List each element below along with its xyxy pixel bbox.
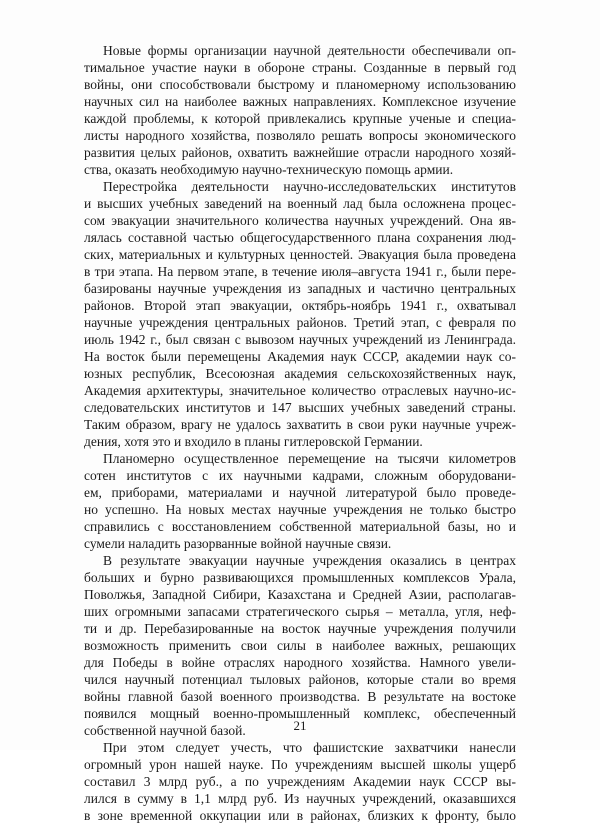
text-line: Академия архитектуры, значительное количество отраслевых научно-ис- (84, 383, 516, 398)
text-line: юзных республик, Всесоюзная академия сельскохозяйственных наук, (84, 366, 516, 381)
text-line: сумели наладить разорванные войной научные связи. (84, 536, 392, 551)
text-line: справились с восстановлением собственной материальной базы, но и (84, 519, 516, 534)
text-line: Таким образом, врагу не удалось захватить в свои руки научные учреж- (84, 417, 516, 432)
text-line: Новые формы организации научной деятельности обеспечивали оп- (103, 43, 516, 58)
text-line: тимальное участие науки в обороне страны. Созданные в первый год (84, 60, 516, 75)
text-line: каждой проблемы, к которой привлекались крупные ученые и специа- (84, 111, 516, 126)
text-line: войны главной базой военного производства. В результате на востоке (84, 689, 516, 704)
text-line: больших и бурно развивающихся промышленных комплексов Урала, (84, 570, 516, 585)
text-line: дения, хотя это и входило в планы гитлеровской Германии. (84, 434, 423, 449)
text-line: ти и др. Перебазированные на восток научные учреждения получили (84, 621, 516, 636)
text-line: следовательских институтов и 147 высших учебных заведений страны. (84, 400, 516, 415)
text-line: научных сил на наиболее важных направлениях. Комплексное изучение (84, 94, 516, 109)
text-line: чился научный потенциал тыловых районов, которые стали во время (84, 672, 516, 687)
text-line: развития целых районов, охватить важнейшие отрасли народного хозяй- (84, 145, 516, 160)
text-line: сом эвакуации значительного количества научных учреждений. Она яв- (84, 213, 516, 228)
text-line: ших огромными запасами стратегического сырья – металла, угля, неф- (84, 604, 516, 619)
text-line: ем, приборами, материалами и научной литературой было проведе- (84, 485, 516, 500)
text-line: Поволжья, Западной Сибири, Казахстана и Средней Азии, располагав- (84, 587, 516, 602)
text-line: и высших учебных заведений на военный лад была осложнена процес- (84, 196, 516, 211)
text-line: появился мощный военно-промышленный комплекс, обеспеченный (84, 706, 516, 721)
text-line: сотен институтов с их научными кадрами, сложным оборудовани- (84, 468, 516, 483)
text-line: Планомерно осуществленное перемещение на тысячи километров (103, 451, 516, 466)
text-line: При этом следует учесть, что фашистские захватчики нанесли (103, 740, 516, 755)
text-line: в зоне временной оккупации или в районах, близких к фронту, было (84, 808, 516, 823)
text-line: в три этапа. На первом этапе, в течение июля–августа 1941 г., были пере- (84, 264, 516, 279)
text-line: научные учреждения центральных районов. Третий этап, с февраля по (84, 315, 516, 330)
text-line: На восток были перемещены Академия наук СССР, академии наук со- (84, 349, 516, 364)
text-line: лился в сумму в 1,1 млрд руб. Из научных учреждений, оказавшихся (84, 791, 516, 806)
text-line: лялась составной частью общегосударственного плана сохранения люд- (84, 230, 516, 245)
page-number: 21 (293, 718, 307, 733)
text-line: собственной научной базой. (84, 723, 246, 738)
text-line: для Победы в войне отраслях народного хозяйства. Намного увели- (84, 655, 516, 670)
text-line: листы народного хозяйства, позволяло решать вопросы экономического (84, 128, 516, 143)
text-line: базированы научные учреждения из западных и частично центральных (84, 281, 516, 296)
text-line: но успешно. На новых местах научные учреждения не только быстро (84, 502, 516, 517)
body-text (84, 42, 516, 824)
text-line: огромный урон нашей науке. По учреждениям высшей школы ущерб (84, 757, 516, 772)
text-line: ства, оказать необходимую научно-техническую помощь армии. (84, 162, 454, 177)
text-line: июль 1942 г., был связан с вывозом научных учреждений из Ленинграда. (84, 332, 516, 347)
text-line: В результате эвакуации научные учреждения оказались в центрах (103, 553, 516, 568)
text-line: ских, материальных и культурных ценностей. Эвакуация была проведена (84, 247, 516, 262)
text-line: районов. Второй этап эвакуации, октябрь-ноябрь 1941 г., охватывал (84, 298, 516, 313)
text-line: составил 3 млрд руб., а по учреждениям Академии наук СССР вы- (84, 774, 516, 789)
text-line: войны, они способствовали быстрому и планомерному использованию (84, 77, 516, 92)
text-line: Перестройка деятельности научно-исследовательских институтов (103, 179, 516, 194)
text-line: возможность применить свои силы в наиболее важных, решающих (84, 638, 516, 653)
